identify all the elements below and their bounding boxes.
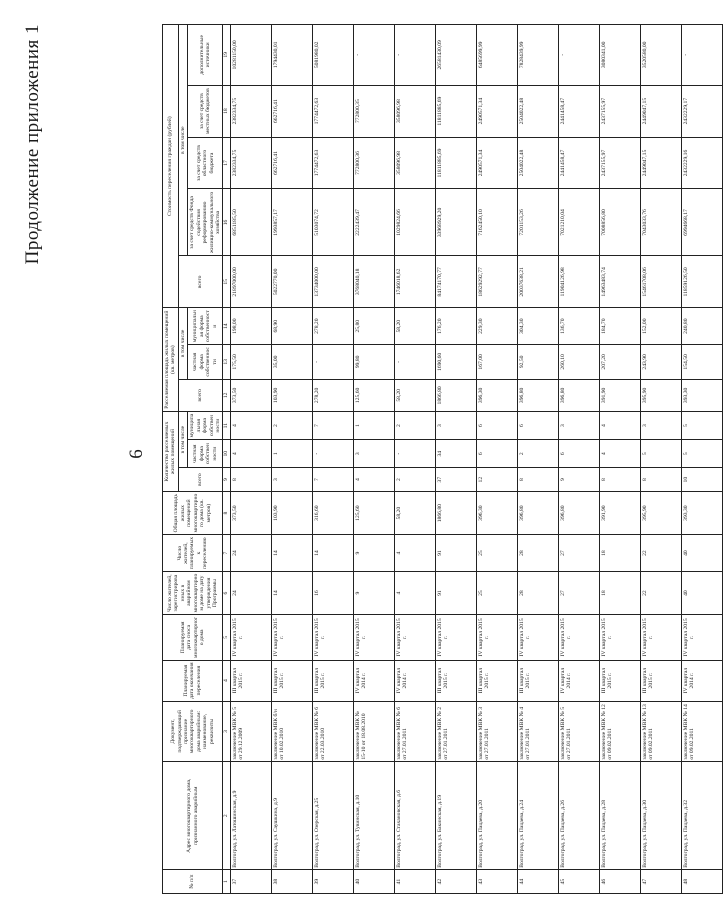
column-numbers-row [223, 25, 230, 894]
cell-addr: Волгоград, ул. Пацаева, д.20 [476, 762, 517, 870]
cell-cost-extra: 7828439,99 [517, 25, 558, 86]
cell-no: 42 [435, 870, 476, 894]
cell-cost-fund: 5103074,72 [312, 189, 353, 256]
cell-addr: Волгоград, ул. Пацаева, д.26 [558, 762, 599, 870]
cell-plan-end: III квартал 2015 г. [599, 660, 640, 701]
cell-cost-local: 2437155,97 [599, 85, 640, 137]
cell-plan-demo: IV квартал 2015 г. [681, 615, 722, 660]
cell-area-muni: 240,80 [681, 308, 722, 345]
cell-residents: 16 [312, 571, 353, 614]
cell-area-total: 58,20 [394, 379, 435, 411]
cell-rooms-private: 3 [353, 440, 394, 468]
header-cost-total: всего [178, 256, 223, 308]
header-rooms-private: частная форма собственности [188, 440, 223, 468]
cell-area: 396,80 [517, 492, 558, 535]
rotated-sheet [12, 10, 696, 898]
cell-doc: заключение МВК № 6 от 27.01.2011 [394, 701, 435, 762]
cell-to-resettle: 18 [599, 535, 640, 572]
cell-area: 395,90 [640, 492, 681, 535]
cell-plan-end: III квартал 2015 г. [435, 660, 476, 701]
header-plan-end: Планируемая дата окончания переселения [163, 660, 223, 701]
cell-plan-end: III квартал 2015 г. [476, 660, 517, 701]
cell-area-total: 396,30 [476, 379, 517, 411]
cell-to-resettle: 14 [312, 535, 353, 572]
header-rooms-incl: в том числе [178, 412, 187, 468]
cell-area-private: 175,50 [230, 345, 271, 380]
header-residents: Число жителей, зарегистрированных в аварийном многоквартирном доме на дату утверждения Программы [163, 571, 223, 614]
cell-cost-regional: 358096,98 [394, 137, 435, 189]
cell-area-muni: 229,30 [476, 308, 517, 345]
cell-area-private: - [394, 345, 435, 380]
cell-area-muni: 304,30 [517, 308, 558, 345]
cell-cost-total: 11859126,50 [681, 256, 722, 308]
cell-to-resettle: 28 [517, 535, 558, 572]
cell-no: 45 [558, 870, 599, 894]
cell-rooms-muni: 3 [435, 412, 476, 440]
column-number: 8 [223, 492, 230, 535]
cell-area: 396,80 [558, 492, 599, 535]
column-number: 16 [223, 189, 230, 256]
cell-area: 391,90 [599, 492, 640, 535]
cell-cost-fund: 7021210,04 [558, 189, 599, 256]
cell-addr: Волгоград, ул. Стахановская, д.6 [394, 762, 435, 870]
cell-plan-demo: IV квартал 2015 г. [312, 615, 353, 660]
cell-cost-local: 2504022,48 [517, 85, 558, 137]
cell-to-resettle: 4 [394, 535, 435, 572]
cell-doc: заключение МВК № 5 от 29.12.2009 [230, 701, 271, 762]
header-cost-extra: дополнительные источники [188, 25, 223, 86]
table-row [640, 25, 681, 894]
page-number: 6 [126, 449, 147, 459]
table-row [599, 25, 640, 894]
cell-area-total: 396,80 [558, 379, 599, 411]
column-number: 18 [223, 85, 230, 137]
cell-rooms-muni: 6 [517, 412, 558, 440]
cell-plan-demo: IV квартал 2015 г. [517, 615, 558, 660]
cell-cost-regional: 2437155,97 [599, 137, 640, 189]
cell-cost-fund: 2222439,47 [353, 189, 394, 256]
cell-to-resettle: 25 [476, 535, 517, 572]
cell-cost-regional: 2449047,15 [640, 137, 681, 189]
cell-rooms-total: 3 [271, 468, 312, 492]
cell-no: 41 [394, 870, 435, 894]
cell-rooms-total: 7 [312, 468, 353, 492]
table-row [271, 25, 312, 894]
cell-addr: Волгоград, ул. Саушкина, д.9 [271, 762, 312, 870]
cell-cost-extra: - [353, 25, 394, 86]
table-row [558, 25, 599, 894]
cell-cost-fund: 6851185,50 [230, 189, 271, 256]
column-number: 3 [223, 701, 230, 762]
cell-no: 47 [640, 870, 681, 894]
header-to-resettle: Число жителей, планируемых к переселению [163, 535, 223, 572]
cell-area-private: 35,00 [271, 345, 312, 380]
cell-cost-extra: 10281150,00 [230, 25, 271, 86]
cell-area-total: 125,60 [353, 379, 394, 411]
header-rooms-municipal: муниципальная форма собственности [188, 412, 223, 440]
cell-addr: Волгоград, ул. Пацаева, д.24 [517, 762, 558, 870]
cell-doc: заключение МВК б/н от 10.02.2010 [271, 701, 312, 762]
cell-rooms-private: 4 [599, 440, 640, 468]
cell-plan-demo: IV квартал 2015 г. [599, 615, 640, 660]
cell-rooms-private: - [394, 440, 435, 468]
cell-addr: Волгоград, ул. Пацаева, д.32 [681, 762, 722, 870]
cell-cost-local: 2382334,75 [230, 85, 271, 137]
column-number: 4 [223, 660, 230, 701]
cell-plan-demo: IV квартал 2015 г. [394, 615, 435, 660]
cell-rooms-muni: 4 [230, 412, 271, 440]
table-row [394, 25, 435, 894]
table-body [230, 25, 722, 894]
cell-cost-local: 2432229,17 [681, 85, 722, 137]
cell-area-total: 393,30 [681, 379, 722, 411]
cell-addr: Волгоград, ул. Бакинская, д.19 [435, 762, 476, 870]
cell-to-resettle: 22 [640, 535, 681, 572]
cell-rooms-private: 2 [517, 440, 558, 468]
column-number: 12 [223, 379, 230, 411]
cell-rooms-total: 2 [394, 468, 435, 492]
cell-area-private: 260,10 [558, 345, 599, 380]
cell-rooms-total: 8 [599, 468, 640, 492]
cell-cost-total: 3768040,18 [353, 256, 394, 308]
cell-area: 58,20 [394, 492, 435, 535]
cell-cost-regional: 662716,41 [271, 137, 312, 189]
cell-cost-local: 1774472,63 [312, 85, 353, 137]
cell-doc: заключение МВК № 6 от 22.03.2010 [312, 701, 353, 762]
cell-cost-total: 14963483,74 [599, 256, 640, 308]
cell-residents: 4 [394, 571, 435, 614]
header-total-area: Общая площадь жилых помещений многоквартирного дома (кв. метров) [163, 492, 223, 535]
cell-cost-extra: 5081980,02 [312, 25, 353, 86]
cell-residents: 18 [599, 571, 640, 614]
table-row [435, 25, 476, 894]
cell-rooms-total: 8 [517, 468, 558, 492]
cell-residents: 14 [271, 571, 312, 614]
cell-rooms-muni: 2 [271, 412, 312, 440]
cell-area-total: 396,80 [517, 379, 558, 411]
cell-addr: Волгоград, ул. Озерская, д.25 [312, 762, 353, 870]
cell-rooms-muni: 3 [640, 412, 681, 440]
header-address: Адрес многоквартирного дома, признанного аварийным [163, 762, 223, 870]
cell-addr: Волгоград, ул. Пацаева, д.30 [640, 762, 681, 870]
continuation-title: Продолжение приложения 1 [22, 24, 43, 265]
cell-rooms-total: 8 [640, 468, 681, 492]
cell-rooms-private: 5 [681, 440, 722, 468]
cell-rooms-total: 12 [476, 468, 517, 492]
cell-area: 396,30 [476, 492, 517, 535]
table-row [476, 25, 517, 894]
cell-doc: заключение МВК № 13 от 09.02.2011 [640, 701, 681, 762]
cell-plan-demo: IV квартал 2015 г. [435, 615, 476, 660]
cell-plan-demo: IV квартал 2015 г. [230, 615, 271, 660]
header-group-rooms: Количество расселяемых жилых помещений [163, 412, 179, 492]
cell-rooms-private: 5 [640, 440, 681, 468]
cell-area-muni: 68,90 [271, 308, 312, 345]
cell-doc: заключение МВК № 4 от 27.01.2011 [517, 701, 558, 762]
cell-residents: 28 [517, 571, 558, 614]
cell-area-private: 167,00 [476, 345, 517, 380]
cell-to-resettle: 91 [435, 535, 476, 572]
column-number: 19 [223, 25, 230, 86]
cell-area-muni: 176,20 [435, 308, 476, 345]
cell-area: 373,50 [230, 492, 271, 535]
cell-cost-total: 15461708,06 [640, 256, 681, 308]
cell-doc: заключение МВК № 14 от 09.02.2011 [681, 701, 722, 762]
cell-area-muni: 278,20 [312, 308, 353, 345]
header-rooms-total: всего [178, 468, 223, 492]
header-cost-local: за счет средств местных бюджетов [188, 85, 223, 137]
cell-plan-end: III квартал 2015 г. [517, 660, 558, 701]
cell-cost-regional: 11811885,69 [435, 137, 476, 189]
column-number: 6 [223, 571, 230, 614]
cell-rooms-muni: 1 [353, 412, 394, 440]
cell-no: 39 [312, 870, 353, 894]
cell-plan-demo: IV квартал 2015 г. [640, 615, 681, 660]
cell-doc: заключение МВК № 3 от 27.01.2011 [476, 701, 517, 762]
header-cost-incl: в том числе [178, 25, 187, 256]
cell-cost-local: 358096,98 [394, 85, 435, 137]
column-number: 5 [223, 615, 230, 660]
cell-addr: Волгоград, ул. Латошинская, д.9 [230, 762, 271, 870]
cell-cost-fund: 7201153,26 [517, 189, 558, 256]
cell-cost-total: 18629292,77 [476, 256, 517, 308]
table-row [312, 25, 353, 894]
cell-no: 40 [353, 870, 394, 894]
cell-residents: 24 [230, 571, 271, 614]
header-plan-demolition: Планируемая дата сноса многоквартирного дома [163, 615, 223, 660]
resettlement-table [162, 24, 723, 894]
cell-residents: 25 [476, 571, 517, 614]
header-group-area: Расселяемая площадь жилых помещений (кв. метров) [163, 308, 179, 412]
cell-to-resettle: 24 [230, 535, 271, 572]
cell-plan-end: IV квартал 2014 г. [394, 660, 435, 701]
cell-cost-total: 21897000,00 [230, 256, 271, 308]
cell-rooms-total: 4 [353, 468, 394, 492]
cell-cost-extra: 3080341,00 [599, 25, 640, 86]
header-cost-regional: за счет средств областного бюджета [188, 137, 223, 189]
cell-cost-regional: 2432229,16 [681, 137, 722, 189]
column-number: 17 [223, 137, 230, 189]
header-number: № п/п [163, 870, 223, 894]
cell-plan-demo: IV квартал 2015 г. [353, 615, 394, 660]
cell-cost-total: 84174170,77 [435, 256, 476, 308]
cell-cost-regional: 2504022,48 [517, 137, 558, 189]
cell-to-resettle: 14 [271, 535, 312, 572]
cell-residents: 22 [640, 571, 681, 614]
cell-cost-local: 11811885,69 [435, 85, 476, 137]
cell-residents: 27 [558, 571, 599, 614]
header-group-cost: Стоимость переселения граждан (рублей) [163, 25, 179, 308]
cell-cost-extra: 6485699,99 [476, 25, 517, 86]
cell-rooms-muni: 6 [476, 412, 517, 440]
header-area-municipal: муниципальная форма собственности [188, 308, 223, 345]
cell-area: 1866,80 [435, 492, 476, 535]
cell-cost-fund: 33968929,20 [435, 189, 476, 256]
cell-plan-end: III квартал 2015 г. [640, 660, 681, 701]
cell-area-muni: 136,70 [558, 308, 599, 345]
cell-rooms-private: 1 [271, 440, 312, 468]
cell-cost-total: 11904126,98 [558, 256, 599, 308]
cell-cost-local: 772800,35 [353, 85, 394, 137]
cell-residents: 91 [435, 571, 476, 614]
header-area-incl: в том числе [178, 308, 187, 379]
cell-cost-local: 2449047,15 [640, 85, 681, 137]
cell-area-total: 395,90 [640, 379, 681, 411]
cell-cost-extra: 1794430,01 [271, 25, 312, 86]
cell-addr: Волгоград, ул. Тувинская, д.10 [353, 762, 394, 870]
cell-plan-end: III квартал 2015 г. [312, 660, 353, 701]
cell-area-total: 373,50 [230, 379, 271, 411]
cell-rooms-total: 9 [558, 468, 599, 492]
cell-rooms-total: 8 [230, 468, 271, 492]
cell-cost-total: 1746018,62 [394, 256, 435, 308]
table-row [517, 25, 558, 894]
header-cost-fund: за счет средств Фонда содействия реформированию жилищно-коммунального хозяйства [188, 189, 223, 256]
cell-to-resettle: 9 [353, 535, 394, 572]
cell-cost-extra: - [558, 25, 599, 86]
cell-area-private: 99,80 [353, 345, 394, 380]
cell-area: 103,90 [271, 492, 312, 535]
cell-area-private: 92,50 [517, 345, 558, 380]
cell-rooms-total: 37 [435, 468, 476, 492]
cell-area: 316,60 [312, 492, 353, 535]
cell-rooms-private: 6 [476, 440, 517, 468]
cell-area-private: 243,90 [640, 345, 681, 380]
cell-area: 125,60 [353, 492, 394, 535]
cell-cost-total: 13734000,00 [312, 256, 353, 308]
cell-no: 38 [271, 870, 312, 894]
column-number: 10 [223, 440, 230, 468]
cell-area-muni: 58,20 [394, 308, 435, 345]
cell-doc: заключение МВК № 15-10 от 18.08.2010 [353, 701, 394, 762]
cell-cost-extra: - [681, 25, 722, 86]
cell-plan-end: IV квартал 2014 г. [558, 660, 599, 701]
column-number: 13 [223, 345, 230, 380]
column-number: 7 [223, 535, 230, 572]
cell-area-muni: 198,00 [230, 308, 271, 345]
header-document: Документ, подтверждающий признание многоквартирного дома аварийным: наименование, реквизиты [163, 701, 223, 762]
cell-cost-regional: 2441458,47 [558, 137, 599, 189]
cell-doc: заключение МВК № 2 от 27.01.2011 [435, 701, 476, 762]
cell-rooms-total: 10 [681, 468, 722, 492]
cell-area-private: 1690,60 [435, 345, 476, 380]
cell-area-private: 207,20 [599, 345, 640, 380]
cell-rooms-muni: 4 [599, 412, 640, 440]
cell-area-total: 1866,80 [435, 379, 476, 411]
table-row [230, 25, 271, 894]
cell-cost-regional: 2382334,75 [230, 137, 271, 189]
cell-plan-end: III квартал 2015 г. [271, 660, 312, 701]
cell-cost-extra: 26581430,09 [435, 25, 476, 86]
cell-to-resettle: 27 [558, 535, 599, 572]
cell-rooms-muni: 5 [681, 412, 722, 440]
cell-plan-demo: IV квартал 2015 г. [476, 615, 517, 660]
cell-cost-extra: - [394, 25, 435, 86]
cell-area-muni: 152,00 [640, 308, 681, 345]
cell-cost-total: 5022770,00 [271, 256, 312, 308]
cell-area-private: 154,50 [681, 345, 722, 380]
table-row [353, 25, 394, 894]
column-number: 14 [223, 308, 230, 345]
cell-area-total: 103,90 [271, 379, 312, 411]
cell-cost-fund: 7162450,10 [476, 189, 517, 256]
cell-cost-fund: 7008856,80 [599, 189, 640, 256]
cell-rooms-muni: 7 [312, 412, 353, 440]
column-number: 15 [223, 256, 230, 308]
header-area-total: всего [178, 379, 223, 411]
cell-rooms-private: - [312, 440, 353, 468]
cell-cost-regional: 2490571,34 [476, 137, 517, 189]
cell-cost-fund: 1993857,17 [271, 189, 312, 256]
cell-rooms-muni: 2 [394, 412, 435, 440]
cell-cost-fund: 7043033,76 [640, 189, 681, 256]
column-number: 1 [223, 870, 230, 894]
cell-plan-end: III квартал 2015 г. [230, 660, 271, 701]
cell-plan-end: IV квартал 2014 г. [681, 660, 722, 701]
cell-rooms-muni: 3 [558, 412, 599, 440]
cell-cost-local: 2490571,34 [476, 85, 517, 137]
table-row [681, 25, 722, 894]
cell-no: 48 [681, 870, 722, 894]
header-area-private: частная форма собственности [188, 345, 223, 380]
cell-rooms-private: 34 [435, 440, 476, 468]
cell-doc: заключение МВК № 12 от 09.02.2011 [599, 701, 640, 762]
cell-residents: 9 [353, 571, 394, 614]
cell-cost-fund: 6994668,17 [681, 189, 722, 256]
cell-doc: заключение МВК № 5 от 27.01.2011 [558, 701, 599, 762]
cell-cost-total: 20037638,21 [517, 256, 558, 308]
cell-area-total: 391,90 [599, 379, 640, 411]
cell-area: 393,30 [681, 492, 722, 535]
column-number: 11 [223, 412, 230, 440]
cell-no: 44 [517, 870, 558, 894]
cell-cost-local: 662716,41 [271, 85, 312, 137]
cell-cost-regional: 1774472,63 [312, 137, 353, 189]
table-header [163, 25, 231, 894]
cell-addr: Волгоград, ул. Пацаева, д.28 [599, 762, 640, 870]
cell-no: 46 [599, 870, 640, 894]
cell-cost-fund: 1029824,66 [394, 189, 435, 256]
cell-cost-local: 2441458,47 [558, 85, 599, 137]
cell-plan-demo: IV квартал 2015 г. [271, 615, 312, 660]
column-number: 2 [223, 762, 230, 870]
cell-no: 37 [230, 870, 271, 894]
cell-cost-regional: 772800,36 [353, 137, 394, 189]
cell-area-total: 278,20 [312, 379, 353, 411]
cell-residents: 40 [681, 571, 722, 614]
cell-rooms-private: 6 [558, 440, 599, 468]
cell-area-muni: 184,70 [599, 308, 640, 345]
cell-cost-extra: 3520580,00 [640, 25, 681, 86]
cell-plan-end: IV квартал 2014 г. [353, 660, 394, 701]
cell-rooms-private: 4 [230, 440, 271, 468]
cell-plan-demo: IV квартал 2015 г. [558, 615, 599, 660]
cell-area-muni: 25,80 [353, 308, 394, 345]
cell-to-resettle: 40 [681, 535, 722, 572]
column-number: 9 [223, 468, 230, 492]
cell-area-private: - [312, 345, 353, 380]
cell-no: 43 [476, 870, 517, 894]
